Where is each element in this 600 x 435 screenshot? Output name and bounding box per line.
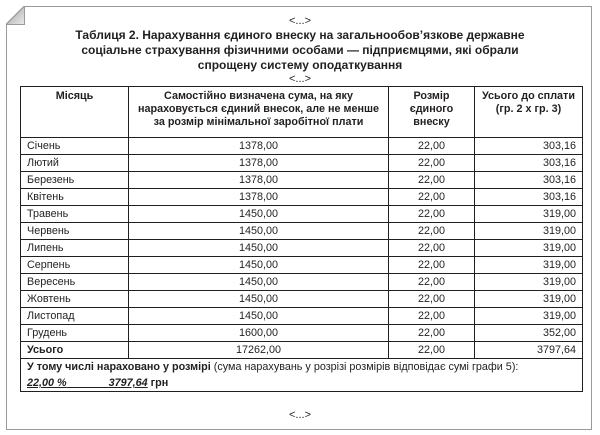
- cell-total-due: 319,00: [475, 308, 583, 325]
- title-line-2: соціальне страхування фізичними особами — підприємцями, які обрали: [81, 43, 519, 57]
- cell-total-due: 352,00: [475, 325, 583, 342]
- table-row: [21, 240, 583, 257]
- cell-base-amount: 1378,00: [129, 138, 389, 155]
- table-row: [21, 206, 583, 223]
- header-month: Місяць: [21, 87, 129, 138]
- total-row: [21, 342, 583, 359]
- note-rate: 22,00 %: [27, 377, 67, 389]
- cell-month: Квітень: [21, 189, 129, 206]
- title-line-3: спрощену систему оподаткування: [197, 58, 403, 72]
- table-body: [21, 138, 583, 342]
- cell-rate: 22,00: [389, 138, 475, 155]
- cell-total-due: 319,00: [475, 274, 583, 291]
- table-row: [21, 325, 583, 342]
- cell-total-due: 319,00: [475, 291, 583, 308]
- cell-rate: 22,00: [389, 172, 475, 189]
- cell-total-due: 303,16: [475, 138, 583, 155]
- table-row: [21, 308, 583, 325]
- cell-base-amount: 1450,00: [129, 206, 389, 223]
- table-row: [21, 189, 583, 206]
- title-line-1: Таблиця 2. Нарахування єдиного внеску на загальнообов’язкове державне: [75, 28, 525, 42]
- header-rate: Розмір єдиного внеску: [389, 87, 475, 138]
- cell-month: Березень: [21, 172, 129, 189]
- note-currency: грн: [150, 377, 169, 389]
- cell-base-amount: 1600,00: [129, 325, 389, 342]
- cell-rate: 22,00: [389, 257, 475, 274]
- table-row: [21, 155, 583, 172]
- table-row: [21, 172, 583, 189]
- cell-month: Серпень: [21, 257, 129, 274]
- total-label: Усього: [21, 342, 129, 359]
- contribution-table: [20, 86, 583, 392]
- note-cell: [21, 359, 583, 392]
- note-amount: 3797,64: [108, 377, 148, 389]
- cell-total-due: 319,00: [475, 257, 583, 274]
- cell-month: Січень: [21, 138, 129, 155]
- cell-total-due: 319,00: [475, 206, 583, 223]
- cell-month: Травень: [21, 206, 129, 223]
- cell-total-due: 319,00: [475, 240, 583, 257]
- note-line-1: [27, 359, 576, 375]
- ellipsis-bottom: <...>: [288, 409, 312, 421]
- total-base-amount: 17262,00: [129, 342, 389, 359]
- table-header-row: [21, 87, 583, 138]
- total-rate: 22,00: [389, 342, 475, 359]
- cell-rate: 22,00: [389, 308, 475, 325]
- cell-total-due: 303,16: [475, 172, 583, 189]
- cell-rate: 22,00: [389, 291, 475, 308]
- note-line-2: [27, 375, 576, 391]
- note-blank: [67, 377, 109, 389]
- cell-rate: 22,00: [389, 223, 475, 240]
- cell-month: Липень: [21, 240, 129, 257]
- table-row: [21, 291, 583, 308]
- cell-base-amount: 1450,00: [129, 291, 389, 308]
- cell-month: Лютий: [21, 155, 129, 172]
- cell-total-due: 303,16: [475, 189, 583, 206]
- cell-total-due: 319,00: [475, 223, 583, 240]
- cell-month: Червень: [21, 223, 129, 240]
- cell-base-amount: 1450,00: [129, 257, 389, 274]
- cell-month: Листопад: [21, 308, 129, 325]
- ellipsis-top: <...>: [288, 15, 312, 27]
- note-bold: У тому числі нараховано у розмірі: [27, 361, 211, 373]
- table-row: [21, 257, 583, 274]
- cell-rate: 22,00: [389, 325, 475, 342]
- cell-month: Вересень: [21, 274, 129, 291]
- cell-total-due: 303,16: [475, 155, 583, 172]
- cell-rate: 22,00: [389, 189, 475, 206]
- cell-base-amount: 1378,00: [129, 155, 389, 172]
- total-due: 3797,64: [475, 342, 583, 359]
- cell-rate: 22,00: [389, 240, 475, 257]
- cell-base-amount: 1378,00: [129, 172, 389, 189]
- note-row: [21, 359, 583, 392]
- header-total-due: Усього до сплати (гр. 2 х гр. 3): [475, 87, 583, 138]
- table-row: [21, 274, 583, 291]
- header-base-amount: Самостійно визначена сума, на яку нараховується єдиний внесок, але не менше за розмір мінімальної заробітної плати: [129, 87, 389, 138]
- cell-month: Жовтень: [21, 291, 129, 308]
- cell-base-amount: 1450,00: [129, 308, 389, 325]
- cell-rate: 22,00: [389, 155, 475, 172]
- table-row: [21, 223, 583, 240]
- note-rest: (сума нарахувань у розрізі розмірів відповідає сумі графи 5):: [210, 361, 519, 373]
- cell-rate: 22,00: [389, 274, 475, 291]
- cell-base-amount: 1450,00: [129, 240, 389, 257]
- cell-base-amount: 1378,00: [129, 189, 389, 206]
- table-row: [21, 138, 583, 155]
- cell-month: Грудень: [21, 325, 129, 342]
- cell-base-amount: 1450,00: [129, 274, 389, 291]
- ellipsis-mid: <...>: [288, 73, 312, 85]
- cell-base-amount: 1450,00: [129, 223, 389, 240]
- table-title: [60, 28, 540, 73]
- cell-rate: 22,00: [389, 206, 475, 223]
